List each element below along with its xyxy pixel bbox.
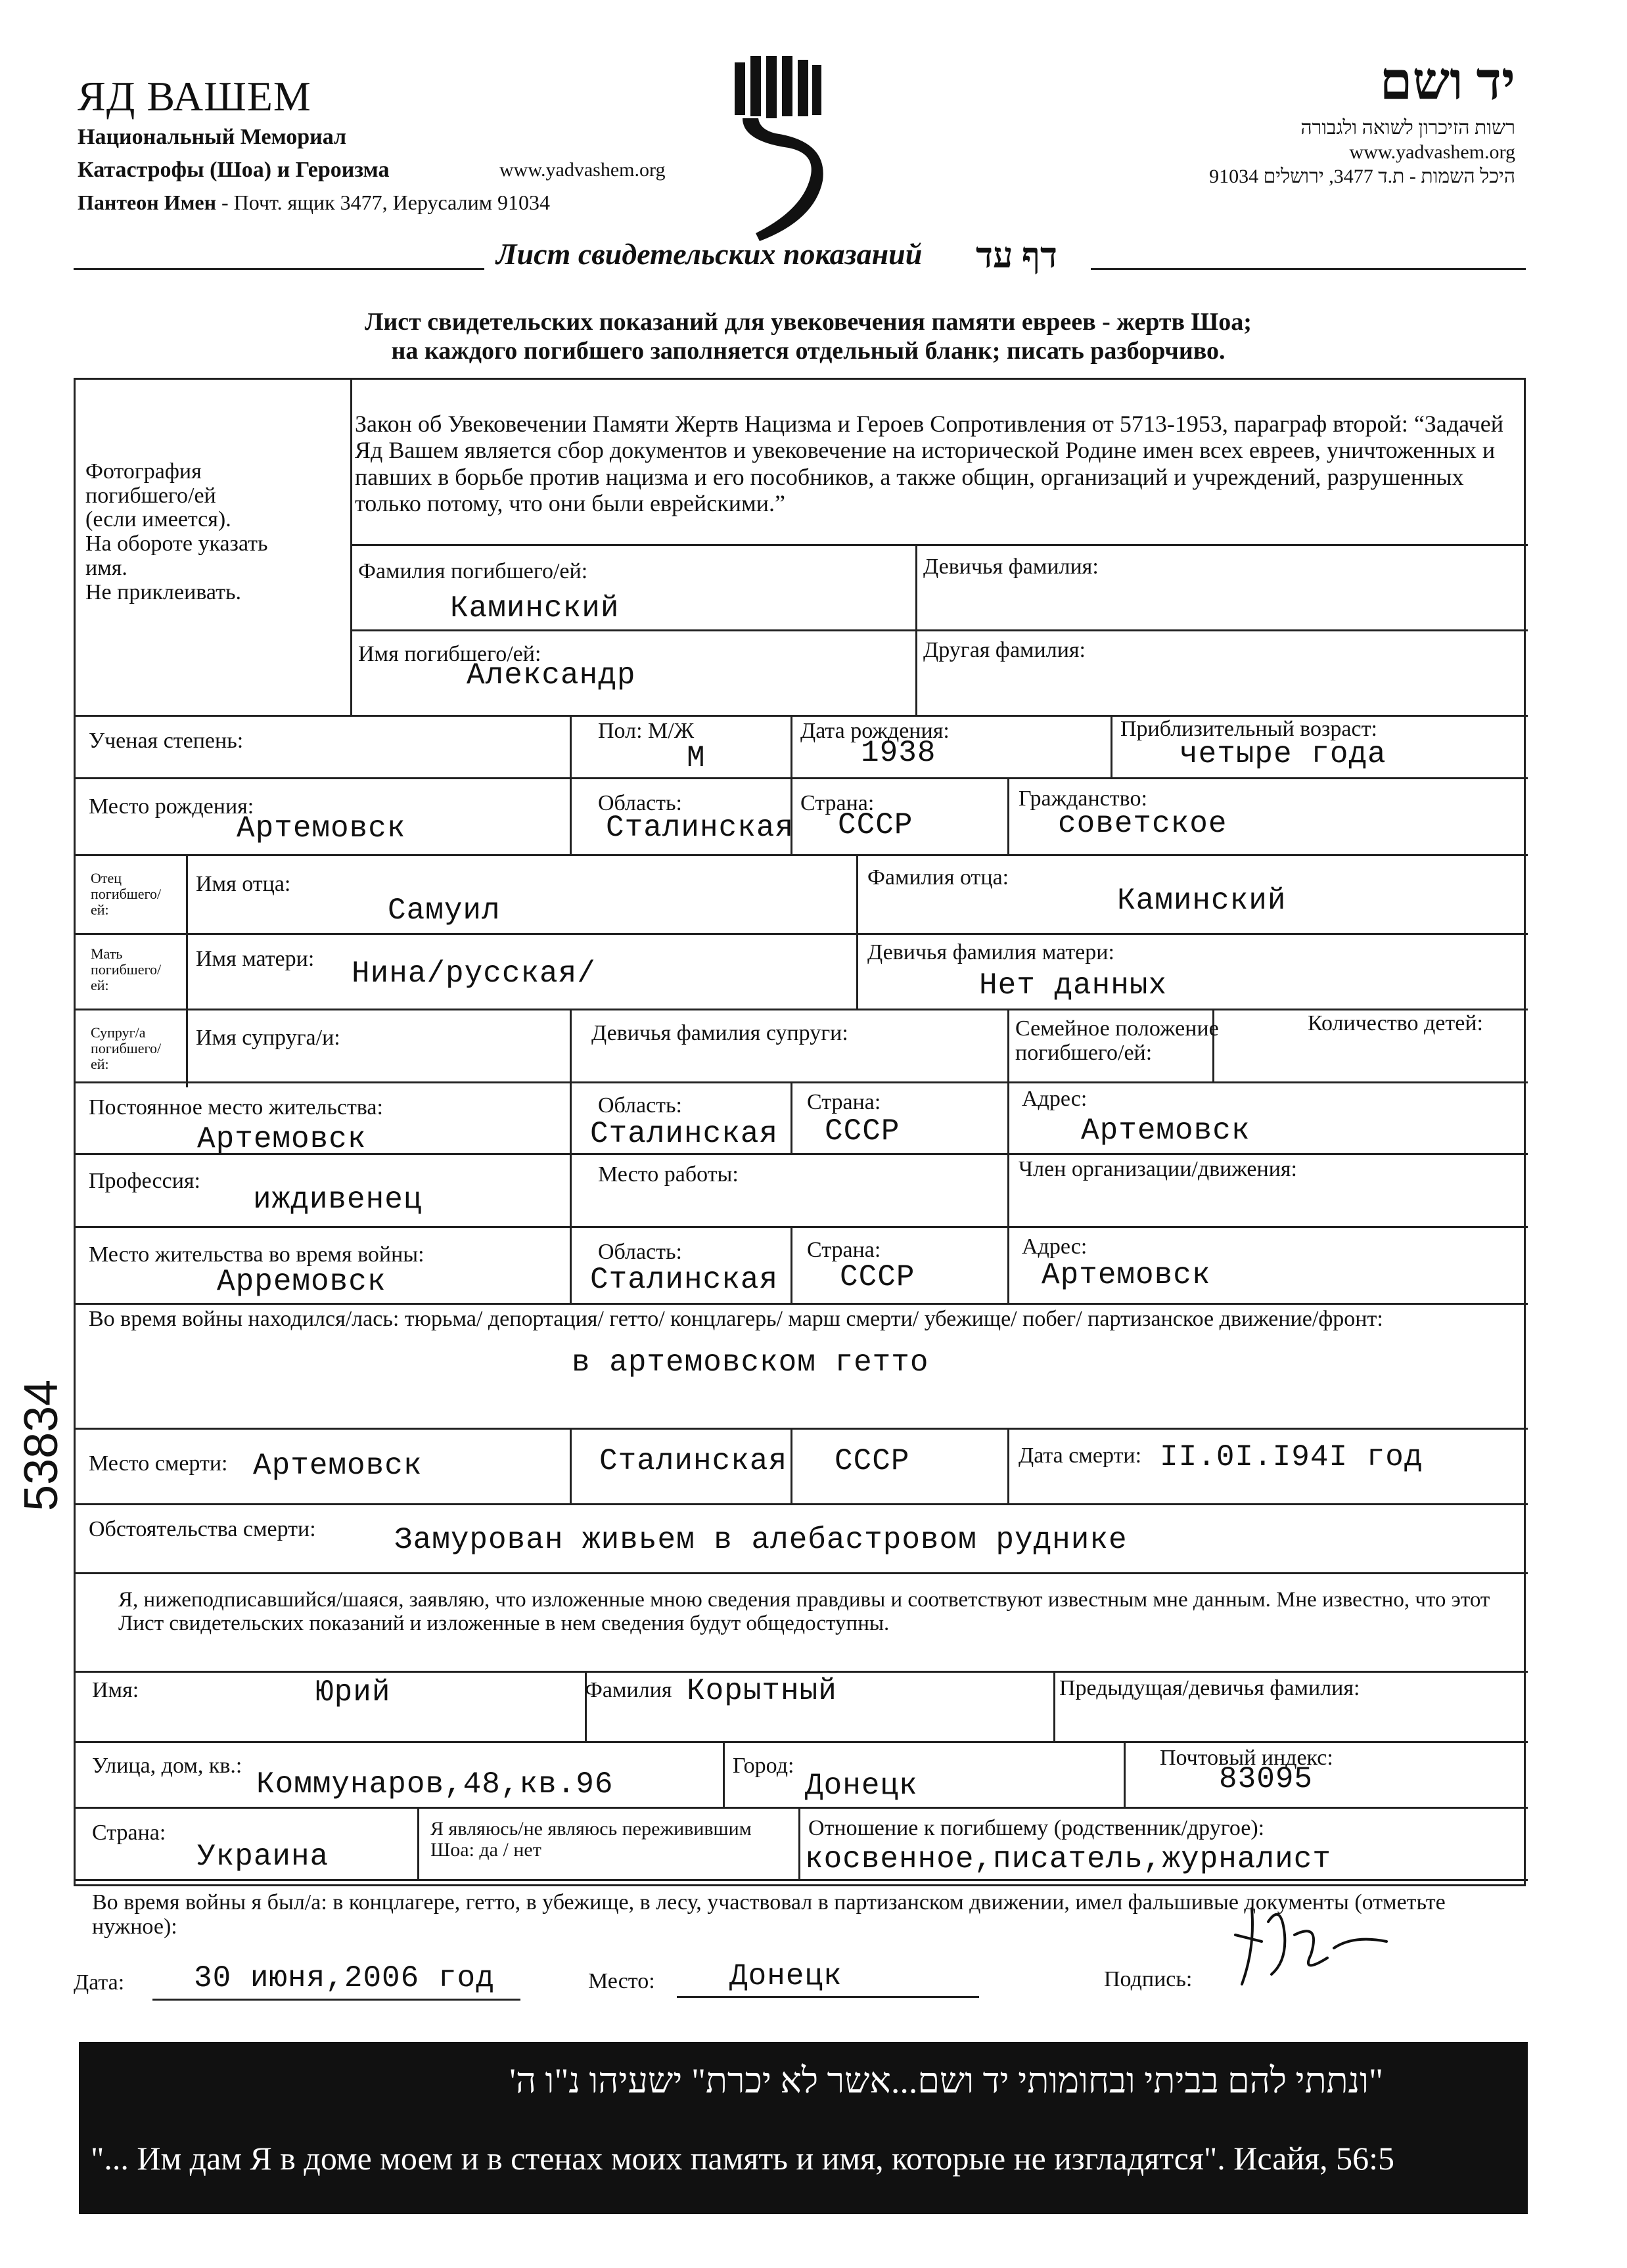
signature-label: Подпись:	[1104, 1967, 1193, 1991]
death-place-label: Место смерти:	[89, 1451, 228, 1476]
residence-region-value[interactable]: Сталинская	[590, 1117, 779, 1151]
margin-number: 53834	[15, 1379, 68, 1511]
degree-label: Ученая степень:	[89, 729, 244, 753]
birth-country-value[interactable]: СССР	[838, 808, 913, 842]
death-date-label: Дата смерти:	[1019, 1443, 1142, 1468]
war-status-label: Во время войны находился/лась: тюрьма/ депортация/ гетто/ концлагерь/ марш смерти/ убежище/ побег/ партизанское движение/фронт:	[89, 1307, 1383, 1331]
maiden-name-label: Девичья фамилия:	[923, 555, 1099, 579]
war-region-value[interactable]: Сталинская	[590, 1263, 779, 1297]
date-value[interactable]: 30 июня,2006 год	[194, 1961, 495, 1995]
city-value[interactable]: Донецк	[805, 1769, 918, 1803]
profession-label: Профессия:	[89, 1169, 200, 1193]
birth-region-value[interactable]: Сталинская	[606, 811, 794, 845]
workplace-label: Место работы:	[598, 1162, 739, 1187]
street-value[interactable]: Коммунаров,48,кв.96	[256, 1767, 614, 1802]
birth-region-label: Область:	[598, 791, 682, 815]
place-label: Место:	[588, 1969, 655, 1993]
spouse-name-label: Имя супруга/и:	[196, 1026, 340, 1050]
war-country-value[interactable]: СССР	[840, 1260, 915, 1294]
other-surname-label: Другая фамилия:	[923, 638, 1086, 662]
spouse-maiden-label: Девичья фамилия супруги:	[591, 1021, 848, 1045]
residence-country-value[interactable]: СССР	[825, 1114, 900, 1148]
children-count-label: Количество детей:	[1308, 1011, 1483, 1035]
submitter-name-label: Имя:	[92, 1678, 139, 1702]
residence-address-label: Адрес:	[1022, 1087, 1088, 1111]
mother-name-value[interactable]: Нина/русская/	[352, 957, 596, 991]
war-country-label: Страна:	[807, 1238, 881, 1262]
law-text: Закон об Увековечении Памяти Жертв Нацизма и Героев Сопротивления от 5713-1953, параграф второй: “Задачей Яд Вашем является сбор документов и увековечение на исторической Родине имен всех евреев, уничтоженных и павших в борьбе против нацизма и его пособников, а также общин, организаций и учреждений, разрушенных только потому, что они были еврейскими.”	[355, 411, 1504, 516]
header-right-line3: היכל השמות - ת.ד 3477, ירושלים 91034	[1209, 166, 1515, 187]
death-region-value[interactable]: Сталинская	[599, 1444, 788, 1478]
declaration-text: Я, нижеподписавшийся/шаяся, заявляю, что изложенные мною сведения правдивы и соответствуют известным мне данным. Мне известно, что этот Лист свидетельских показаний и изложенные в нем сведения будут общедоступны.	[118, 1588, 1490, 1635]
citizenship-value[interactable]: советское	[1058, 807, 1227, 841]
header-left-line3	[78, 191, 550, 215]
postcode-value[interactable]: 83095	[1219, 1762, 1314, 1796]
death-circumstances-value[interactable]: Замурован живьем в алебастровом руднике	[394, 1523, 1128, 1557]
birth-place-label: Место рождения:	[89, 794, 254, 819]
father-surname-value[interactable]: Каминский	[1117, 884, 1287, 918]
sex-value[interactable]: М	[687, 741, 706, 775]
citizenship-label: Гражданство:	[1019, 786, 1147, 811]
relation-value[interactable]: косвенное,писатель,журналист	[805, 1842, 1331, 1876]
submitter-country-value[interactable]: Украина	[197, 1840, 329, 1874]
header-left-line2: Катастрофы (Шоа) и Героизма	[78, 158, 390, 182]
header-left-title: ЯД ВАШЕМ	[78, 73, 311, 120]
birth-country-label: Страна:	[800, 791, 875, 815]
sex-label: Пол: М/Ж	[598, 719, 695, 743]
photo-instructions: Фотография погибшего/ей (если имеется). На обороте указать имя. Не приклеивать.	[85, 459, 268, 604]
header-right-title: יד ושם	[1379, 53, 1515, 111]
footer-russian-quote: "... Им дам Я в доме моем и в стенах моих память и имя, которые не изгладятся". Исайя, 56:5	[91, 2140, 1395, 2177]
surname-label: Фамилия погибшего/ей:	[358, 559, 588, 583]
intro-line-1: Лист свидетельских показаний для увековечения памяти евреев - жертв Шоа;	[365, 308, 1252, 336]
residence-label: Постоянное место жительства:	[89, 1095, 383, 1120]
father-side-label: Отец погибшего/ ей:	[91, 870, 162, 919]
surname-value[interactable]: Каминский	[450, 591, 620, 625]
submitter-name-value[interactable]: Юрий	[315, 1675, 391, 1710]
war-region-label: Область:	[598, 1240, 682, 1264]
header-right-line1: רשות הזיכרון לשואה ולגבורה	[1300, 117, 1515, 139]
first-name-value[interactable]: Александр	[467, 658, 636, 692]
postcode-label: Почтовый индекс:	[1160, 1746, 1333, 1770]
birth-date-label: Дата рождения:	[800, 719, 950, 743]
footer-quote-band	[79, 2042, 1528, 2214]
first-name-label: Имя погибшего/ей:	[358, 642, 541, 666]
approx-age-label: Приблизительный возраст:	[1120, 717, 1377, 741]
spouse-side-label: Супруг/а погибшего/ ей:	[91, 1024, 162, 1073]
submitter-country-label: Страна:	[92, 1821, 166, 1845]
war-address-label: Адрес:	[1022, 1235, 1088, 1259]
war-residence-label: Место жительства во время войны:	[89, 1242, 424, 1267]
war-residence-value[interactable]: Арремовск	[217, 1265, 386, 1299]
city-label: Город:	[733, 1754, 794, 1778]
mother-maiden-value[interactable]: Нет данных	[979, 968, 1168, 1003]
birth-place-value[interactable]: Артемовск	[237, 811, 406, 846]
handwritten-signature	[1222, 1895, 1393, 1987]
yad-vashem-logo-icon	[729, 56, 828, 246]
submitter-prev-surname-label: Предыдущая/девичья фамилия:	[1059, 1676, 1360, 1700]
date-underline	[152, 1999, 520, 2001]
place-value[interactable]: Донецк	[729, 1959, 842, 1993]
mother-side-label: Мать погибшего/ ей:	[91, 945, 162, 994]
war-address-value[interactable]: Артемовск	[1042, 1258, 1211, 1292]
header-left-website: www.yadvashem.org	[499, 159, 666, 181]
footer-hebrew-quote: "ונתתי להם בביתי ובחומותי יד ושם...אשר לא יכרת" ישעיהו נ"ו ה'	[509, 2061, 1383, 2100]
residence-region-label: Область:	[598, 1093, 682, 1118]
death-circumstances-label: Обстоятельства смерти:	[89, 1517, 316, 1541]
title-rule-left	[74, 268, 484, 270]
header-address: - Почт. ящик 3477, Иерусалим 91034	[216, 191, 550, 214]
relation-label: Отношение к погибшему (родственник/другое):	[808, 1816, 1265, 1840]
header-left-line1: Национальный Мемориал	[78, 125, 347, 149]
street-label: Улица, дом, кв.:	[92, 1754, 242, 1778]
submitter-war-label: Во время войны я был/а: в концлагере, гетто, в убежище, в лесу, участвовал в партизанском движении, имел фальшивые документы (отметьте нужное):	[92, 1890, 1446, 1939]
death-place-value[interactable]: Артемовск	[253, 1449, 423, 1483]
death-date-value[interactable]: II.0I.I94I год	[1160, 1440, 1423, 1474]
survivor-label[interactable]: Я являюсь/не являюсь переживившим Шоа: да / нет	[430, 1818, 752, 1861]
war-status-value[interactable]: в артемовском гетто	[572, 1346, 929, 1380]
death-country-value[interactable]: СССР	[835, 1444, 910, 1478]
approx-age-value[interactable]: четыре года	[1180, 737, 1386, 771]
submitter-surname-value[interactable]: Корытный	[687, 1674, 837, 1708]
father-name-label: Имя отца:	[196, 872, 291, 896]
member-label: Член организации/движения:	[1019, 1157, 1297, 1181]
header-pantheon: Пантеон Имен	[78, 191, 217, 214]
residence-address-value[interactable]: Артемовск	[1081, 1114, 1250, 1148]
title-rule-right	[1091, 268, 1526, 270]
profession-value[interactable]: иждивенец	[253, 1183, 423, 1217]
father-surname-label: Фамилия отца:	[867, 865, 1009, 890]
mother-maiden-label: Девичья фамилия матери:	[867, 940, 1114, 964]
birth-date-value[interactable]: 1938	[861, 736, 936, 770]
mother-name-label: Имя матери:	[196, 947, 315, 971]
document-title-hebrew: דף עד	[976, 236, 1057, 275]
intro-line-2: на каждого погибшего заполняется отдельный бланк; писать разборчиво.	[391, 337, 1226, 365]
header-right-website: www.yadvashem.org	[1349, 141, 1515, 163]
document-title: Лист свидетельских показаний	[496, 237, 923, 271]
residence-country-label: Страна:	[807, 1090, 881, 1114]
place-underline	[677, 1996, 979, 1998]
father-name-value[interactable]: Самуил	[388, 894, 501, 928]
date-label: Дата:	[74, 1970, 125, 1995]
marital-status-label: Семейное положение погибшего/ей:	[1015, 1016, 1219, 1065]
residence-value[interactable]: Артемовск	[197, 1122, 367, 1156]
submitter-surname-label: Фамилия	[585, 1678, 672, 1702]
